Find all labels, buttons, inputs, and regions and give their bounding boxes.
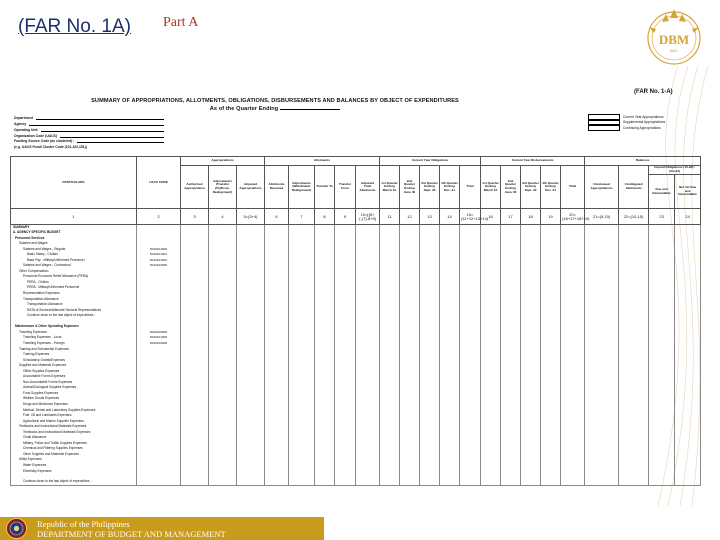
row-amount-cell: [380, 480, 400, 486]
row-amount-cell: [561, 480, 585, 486]
row-particulars: Continue down to the last object of expenditure...: [11, 313, 137, 319]
row-particulars: Scholarship Grants/Expenses: [11, 358, 137, 364]
column-number: 3: [181, 209, 209, 225]
table-row: [11, 480, 701, 486]
column-number: 22=(10-15): [619, 209, 649, 225]
checkbox-label: Current Year Appropriations: [623, 114, 664, 119]
row-particulars: Electricity Expenses: [11, 469, 137, 475]
column-number: 5=(3+4): [237, 209, 265, 225]
row-particulars: Traveling Expenses - Local: [11, 335, 137, 341]
column-number: 21=(5-10): [585, 209, 619, 225]
row-particulars: A. AGENCY SPECIFIC BUDGET: [11, 230, 137, 236]
col-obl-q3: 3rd Quarter Ending Sept. 30: [420, 166, 440, 209]
row-amount-cell: [585, 480, 619, 486]
column-number: 23: [649, 209, 675, 225]
row-particulars: Training and Scholarship Expenses: [11, 347, 137, 353]
row-particulars: Water Expenses: [11, 463, 137, 469]
col-approp-adjustments: Adjustments (Transfer (To)/From, Realignment): [209, 166, 237, 209]
row-amount-cell: [481, 480, 501, 486]
column-number: 18: [521, 209, 541, 225]
row-particulars: Accountable Forms Expenses: [11, 374, 137, 380]
row-particulars: Other Supplies and Materials Expenses: [11, 452, 137, 458]
col-obl-total: Total: [460, 166, 481, 209]
row-amount-cell: [501, 480, 521, 486]
col-uacs: UACS CODE: [137, 157, 181, 209]
col-transfer-from: Transfer From: [335, 166, 356, 209]
row-uacs-code: 5010101000: [137, 247, 181, 253]
column-number: 15=(11+12+13+14): [460, 209, 481, 225]
col-particulars: PARTICULARS: [11, 157, 137, 209]
row-amount-cell: [675, 480, 701, 486]
info-field: [14, 120, 164, 126]
row-amount-cell: [649, 480, 675, 486]
row-amount-cell: [356, 480, 380, 486]
row-amount-cell: [335, 480, 356, 486]
col-adjusted-total: Adjusted Total Allotments: [356, 166, 380, 209]
row-particulars: PERA - Military/Uniformed Personnel: [11, 286, 137, 292]
column-number: 2: [137, 209, 181, 225]
info-field-blank: [60, 135, 164, 138]
column-number: 12: [400, 209, 420, 225]
slide-subtitle: Part A: [163, 15, 199, 30]
info-field-blank: [29, 123, 164, 126]
logo-text: DBM: [658, 32, 690, 47]
row-particulars: Traveling Expenses - Foreign: [11, 341, 137, 347]
row-amount-cell: [460, 480, 481, 486]
info-field-blank: [77, 140, 164, 143]
row-amount-cell: [541, 480, 561, 486]
row-amount-cell: [209, 480, 237, 486]
row-particulars: Representation Expenses: [11, 291, 137, 297]
column-number: 19: [541, 209, 561, 225]
row-amount-cell: [521, 480, 541, 486]
row-amount-cell: [420, 480, 440, 486]
info-field-label: (e.g. UACS Fund/ Cluster Code (101,102,151)): [14, 145, 87, 150]
info-field-blank: [36, 117, 164, 120]
row-particulars: PERA - Civilian: [11, 280, 137, 286]
row-amount-cell: [181, 480, 209, 486]
row-uacs-code: 5020101000: [137, 335, 181, 341]
column-number: 9: [335, 209, 356, 225]
row-amount-cell: [289, 480, 315, 486]
col-disb-q3: 3rd Quarter Ending Sept. 30: [521, 166, 541, 209]
col-disb-q4: 4th Quarter Ending Dec. 31: [541, 166, 561, 209]
report-table: [10, 156, 701, 486]
row-particulars: Other Compensation: [11, 269, 137, 275]
col-unobligated: Unobligated Allotments: [619, 166, 649, 209]
row-particulars: Basic Salary - Civilian: [11, 252, 137, 258]
row-amount-cell: [265, 480, 289, 486]
row-uacs-code: 5010101002: [137, 258, 181, 264]
column-number: 14: [440, 209, 460, 225]
row-particulars: RATA of Sectoral/Alternate Sectoral Representatives: [11, 308, 137, 314]
info-field: [14, 114, 164, 120]
row-particulars: Traveling Expenses: [11, 330, 137, 336]
col-due: Due and Demandable: [649, 175, 675, 209]
col-disb-q2: 2nd Quarter Ending June 30: [501, 166, 521, 209]
group-appropriations: Appropriations: [181, 157, 265, 166]
info-field: [14, 143, 164, 149]
info-field-label: Operating Unit: [14, 127, 38, 132]
col-allotments-received: Allotments Received: [265, 166, 289, 209]
row-particulars: Transportation Allowance: [11, 297, 137, 303]
row-amount-cell: [315, 480, 335, 486]
column-number: 6: [265, 209, 289, 225]
row-particulars: Non-Accountable Forms Expenses: [11, 380, 137, 386]
col-unpaid-group: Unpaid Obligations (15-20)=(23+24): [649, 166, 701, 175]
info-field-label: Funding Source Code (as clustered) :: [14, 139, 75, 144]
col-disb-total: Total: [561, 166, 585, 209]
footer-department: DEPARTMENT OF BUDGET AND MANAGEMENT: [37, 529, 226, 539]
column-number: 20=(16+17+18+19): [561, 209, 585, 225]
col-allotment-adjustments: Adjustments (Withdrawal, Realignment): [289, 166, 315, 209]
slide-title: (FAR No. 1A): [18, 16, 131, 37]
group-disbursements: Current Year Disbursements: [481, 157, 585, 166]
row-particulars: Maintenance & Other Operating Expenses: [11, 324, 137, 330]
row-particulars: Animal/Zoological Supplies Expenses: [11, 385, 137, 391]
row-uacs-code: [137, 480, 181, 486]
row-particulars: Drugs and Medicines Expenses: [11, 402, 137, 408]
row-uacs-code: 5010102000: [137, 263, 181, 269]
row-particulars: Personnel Economic Relief Allowance (PERA): [11, 274, 137, 280]
info-field-label: Department: [14, 115, 33, 120]
info-field-label: Organization Code (UACS): [14, 133, 57, 138]
expenditure-rows: [11, 225, 701, 486]
col-adjusted-appropriations: Adjusted Appropriations: [237, 166, 265, 209]
appropriation-type-checkboxes: [588, 114, 692, 131]
row-particulars: Salaries and Wages - Contractual: [11, 263, 137, 269]
column-number: 24: [675, 209, 701, 225]
row-particulars: Food Supplies Expenses: [11, 391, 137, 397]
row-particulars: Transportation Allowance: [11, 302, 137, 308]
col-disb-q1: 1st Quarter Ending March 31: [481, 166, 501, 209]
row-uacs-code: 5020102000: [137, 341, 181, 347]
column-number: 1: [11, 209, 137, 225]
report-heading: SUMMARY OF APPROPRIATIONS, ALLOTMENTS, OBLIGATIONS, DISBURSEMENTS AND BALANCES BY OBJECT OF EXPENDITURES: [91, 98, 459, 104]
row-particulars: Medical, Dental and Laboratory Supplies Expenses: [11, 408, 137, 414]
row-particulars: Supplies and Materials Expenses: [11, 363, 137, 369]
row-particulars: Textbooks and Instructional Materials Expenses: [11, 430, 137, 436]
footer: [0, 517, 720, 540]
row-particulars: Textbooks and Instructional Materials Expenses: [11, 424, 137, 430]
row-particulars: Agricultural and Marine Supplies Expenses: [11, 419, 137, 425]
row-amount-cell: [440, 480, 460, 486]
group-obligations: Current Year Obligations: [380, 157, 481, 166]
row-particulars: Base Pay - Military/Uniformed Personnel: [11, 258, 137, 264]
info-field: [14, 138, 164, 144]
info-field: [14, 132, 164, 138]
checkbox-label: Supplemental Appropriations: [623, 120, 666, 125]
col-obl-q1: 1st Quarter Ending March 31: [380, 166, 400, 209]
column-number: 8: [315, 209, 335, 225]
row-particulars: Continue down to the last object of expenditure...: [11, 480, 137, 486]
info-field-blank: [41, 129, 164, 132]
row-particulars: Chalk Allowance: [11, 435, 137, 441]
row-particulars: Salaries and Wages: [11, 241, 137, 247]
col-obl-q2: 2nd Quarter Ending June 30: [400, 166, 420, 209]
column-number: 4: [209, 209, 237, 225]
row-particulars: SUMMARY: [11, 225, 137, 231]
report-subheading: As of the Quarter Ending: [10, 105, 540, 112]
checkbox-box: [588, 125, 620, 131]
col-unreleased: Unreleased Appropriations: [585, 166, 619, 209]
row-particulars: Personnel Services: [11, 236, 137, 242]
row-particulars: Military, Police and Traffic Supplies Expenses: [11, 441, 137, 447]
dbm-seal-icon: [6, 518, 27, 539]
col-transfer-to: Transfer To: [315, 166, 335, 209]
group-allotments: Allotments: [265, 157, 380, 166]
row-amount-cell: [619, 480, 649, 486]
far-report-document: [10, 86, 697, 504]
checkbox-row: [588, 125, 692, 131]
col-obl-q4: 4th Quarter Ending Dec. 31: [440, 166, 460, 209]
column-number: 10=[{6+(-)7}-8+9]: [356, 209, 380, 225]
row-uacs-code: 5010101001: [137, 252, 181, 258]
column-number: 11: [380, 209, 400, 225]
row-particulars: Welfare Goods Expenses: [11, 396, 137, 402]
info-field-label: Agency: [14, 121, 27, 126]
row-particulars: Chemical and Filtering Supplies Expenses: [11, 446, 137, 452]
column-number: 16: [481, 209, 501, 225]
row-particulars: Training Expenses: [11, 352, 137, 358]
row-uacs-code: 5020100000: [137, 330, 181, 336]
form-number: (FAR No. 1-A): [634, 89, 673, 95]
header-info-fields: [14, 114, 164, 149]
col-authorized: Authorized Appropriation: [181, 166, 209, 209]
checkbox-label: Continuing Appropriations: [623, 125, 661, 130]
row-particulars: Fuel, Oil and Lubricants Expenses: [11, 413, 137, 419]
logo-subtext: ABC: [669, 48, 679, 53]
column-number: 13: [420, 209, 440, 225]
col-not-due: Not Yet Due and Demandable: [675, 175, 701, 209]
column-number: 7: [289, 209, 315, 225]
row-particulars: Salaries and Wages - Regular: [11, 247, 137, 253]
group-balances: Balances: [585, 157, 701, 166]
row-amount-cell: [237, 480, 265, 486]
row-amount-cell: [400, 480, 420, 486]
row-particulars: Office Supplies Expenses: [11, 369, 137, 375]
column-number-row: [11, 209, 701, 225]
footer-republic: Republic of the Philippines: [37, 519, 130, 529]
row-particulars: Utility Expenses: [11, 457, 137, 463]
column-number: 17: [501, 209, 521, 225]
info-field: [14, 126, 164, 132]
